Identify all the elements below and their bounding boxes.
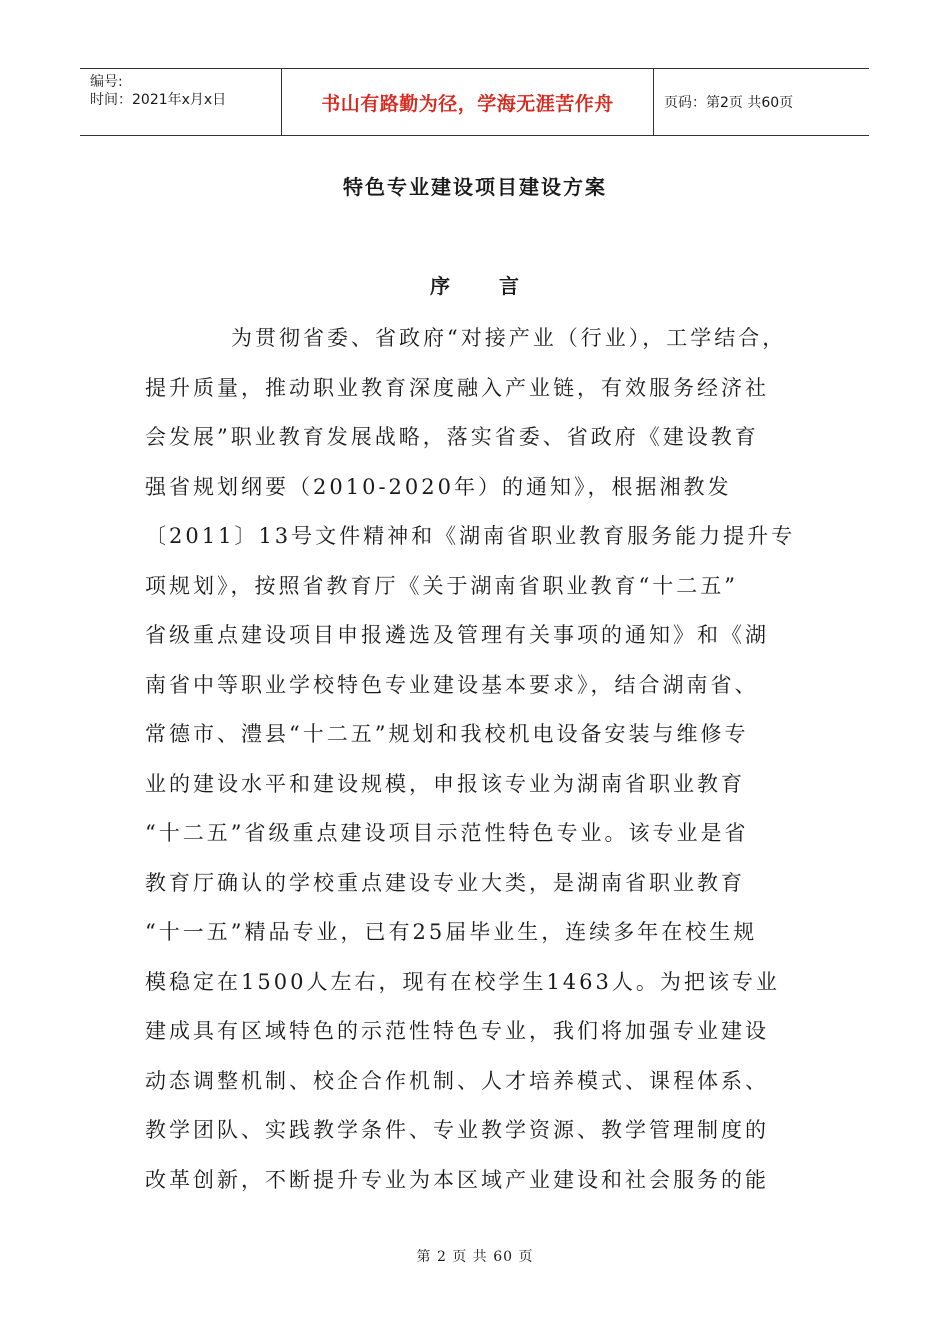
section-title-char-2: 言: [499, 274, 520, 298]
page-footer: 第 2 页 共 60 页: [416, 1249, 534, 1265]
header-page-info: 页码：第2页 共60页: [664, 95, 794, 111]
page-header: [80, 68, 869, 136]
paragraph-line: 建成具有区域特色的示范性特色专业，我们将加强专业建设: [145, 1019, 769, 1043]
paragraph-line: 项规划》，按照省教育厅《关于湖南省职业教育“十二五”: [145, 573, 738, 598]
header-meta-cell: [80, 69, 282, 135]
paragraph-line: 强省规划纲要（2010-2020年）的通知》，根据湘教发: [145, 474, 732, 499]
paragraph-line: “十二五”省级重点建设项目示范性特色专业。该专业是省: [145, 821, 749, 845]
paragraph-line: 为贯彻省委、省政府“对接产业（行业），工学结合，: [231, 326, 787, 350]
paragraph-line: 改革创新，不断提升专业为本区域产业建设和社会服务的能: [145, 1167, 769, 1192]
paragraph-line: 教育厅确认的学校重点建设专业大类，是湖南省职业教育: [145, 870, 745, 895]
paragraph-line: 模稳定在1500人左右，现有在校学生1463人。为把该专业: [145, 969, 780, 994]
section-title: [0, 270, 950, 299]
header-page-cell: [654, 69, 869, 135]
paragraph-line: 会发展”职业教育发展战略，落实省委、省政府《建设教育: [145, 425, 759, 449]
section-title-char-1: 序: [430, 274, 451, 298]
paragraph-line: 〔2011〕13号文件精神和《湖南省职业教育服务能力提升专: [145, 524, 796, 548]
paragraph-line: 省级重点建设项目申报遴选及管理有关事项的通知》和《湖: [145, 623, 769, 647]
paragraph-line: 提升质量，推动职业教育深度融入产业链，有效服务经济社: [145, 375, 769, 400]
paragraph-line: 业的建设水平和建设规模，申报该专业为湖南省职业教育: [145, 771, 745, 796]
motto-text: 书山有路勤为径，学海无涯苦作舟: [321, 92, 614, 115]
document-title: 特色专业建设项目建设方案: [343, 175, 607, 199]
date-label: 时间：2021年x月x日: [90, 92, 227, 108]
paragraph-line: “十一五”精品专业，已有25届毕业生，连续多年在校生规: [145, 920, 758, 944]
body-paragraph: [145, 314, 825, 1205]
paragraph-line: 动态调整机制、校企合作机制、人才培养模式、课程体系、: [145, 1068, 769, 1093]
paragraph-line: 教学团队、实践教学条件、专业教学资源、教学管理制度的: [145, 1118, 769, 1142]
header-motto-cell: [282, 69, 654, 135]
paragraph-line: 常德市、澧县“十二五”规划和我校机电设备安装与维修专: [145, 722, 749, 746]
paragraph-line: 南省中等职业学校特色专业建设基本要求》，结合湖南省、: [145, 672, 759, 697]
number-label: 编号:: [90, 74, 123, 90]
